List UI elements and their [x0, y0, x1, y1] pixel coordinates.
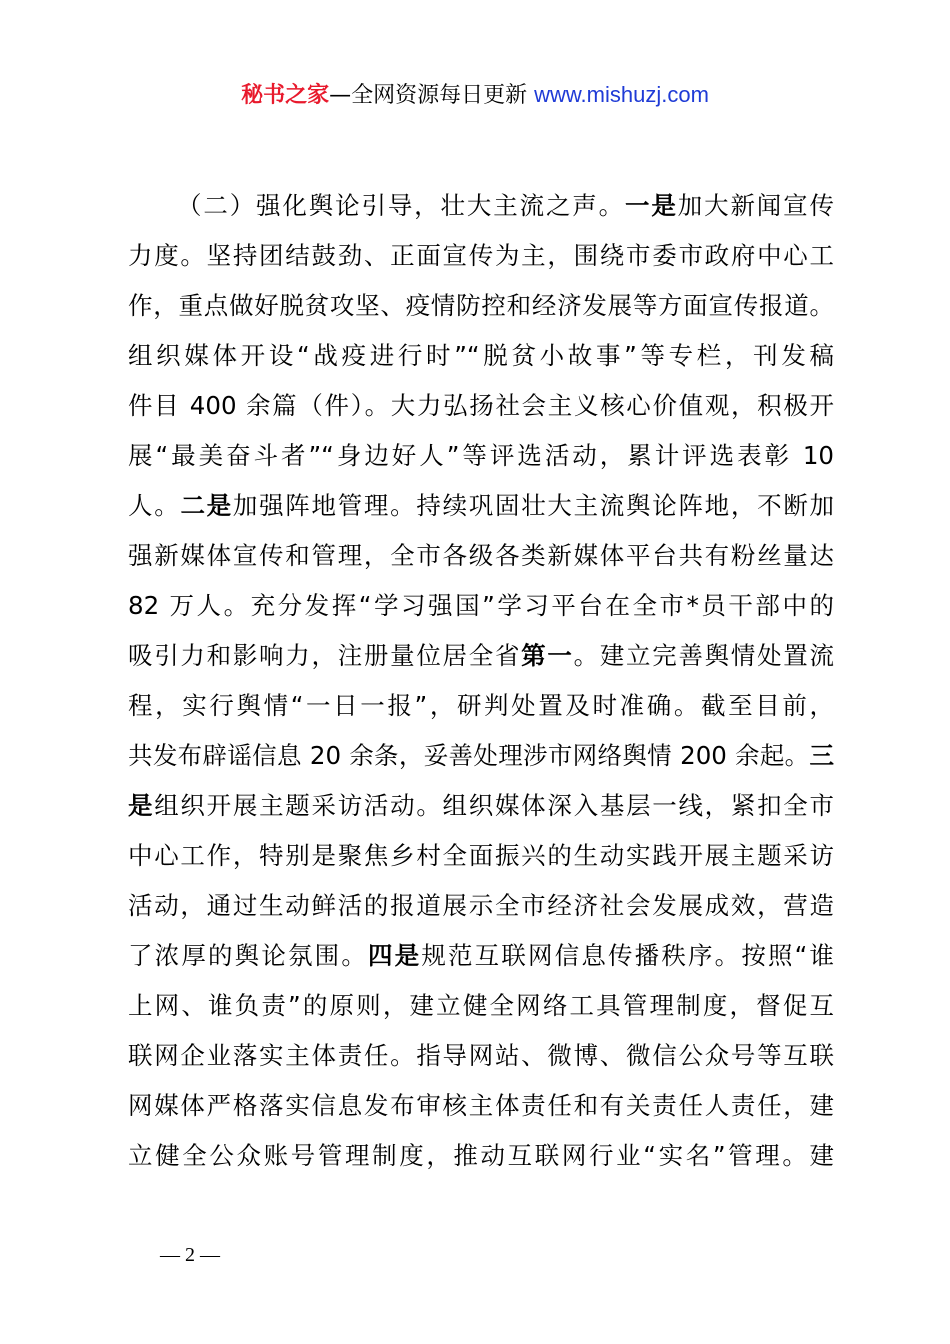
- text-line: [128, 931, 834, 981]
- text-segment: 立健全公众账号管理制度，推动互联网行业“实名”管理。建: [128, 1141, 834, 1170]
- text-segment: 规范互联网信息传播秩序。按照“谁: [421, 941, 835, 970]
- text-segment: 共发布辟谣信息 20 余条，妥善处理涉市网络舆情 200 余起。: [128, 741, 810, 770]
- text-segment: 件目 400 余篇（件）。大力弘扬社会主义核心价值观，积极开: [128, 391, 834, 420]
- text-line: [128, 731, 834, 781]
- text-segment: 。建立完善舆情处置流: [573, 641, 835, 670]
- text-line: [128, 831, 834, 881]
- text-segment: 82 万人。充分发挥“学习强国”学习平台在全市*员干部中的: [128, 591, 834, 620]
- text-segment: 网媒体严格落实信息发布审核主体责任和有关责任人责任，建: [128, 1091, 834, 1120]
- text-line: [128, 381, 834, 431]
- site-url-link[interactable]: www.mishuzj.com: [534, 82, 709, 107]
- text-segment: 活动，通过生动鲜活的报道展示全市经济社会发展成效，营造: [128, 891, 834, 920]
- text-line: [128, 681, 834, 731]
- header-tagline: —全网资源每日更新: [329, 83, 535, 108]
- text-line: [128, 331, 834, 381]
- text-segment: 人。: [128, 491, 181, 520]
- document-body: [128, 181, 834, 1181]
- bold-text-segment: 一是: [625, 191, 678, 220]
- bold-text-segment: 三: [809, 741, 834, 770]
- bold-text-segment: 是: [128, 791, 155, 820]
- text-segment: 加强阵地管理。持续巩固壮大主流舆论阵地，不断加: [232, 491, 835, 520]
- site-header: [0, 78, 950, 113]
- page-number: — 2 —: [160, 1244, 220, 1266]
- text-line: [128, 181, 834, 231]
- text-segment: 力度。坚持团结鼓劲、正面宣传为主，围绕市委市政府中心工: [128, 241, 834, 270]
- text-segment: 程，实行舆情“一日一报”，研判处置及时准确。截至目前，: [128, 691, 834, 720]
- text-line: [128, 1031, 834, 1081]
- text-line: [128, 631, 834, 681]
- text-line: [128, 881, 834, 931]
- text-segment: 展“最美奋斗者”“身边好人”等评选活动，累计评选表彰 10: [128, 441, 834, 470]
- bold-text-segment: 二是: [180, 491, 233, 520]
- text-segment: 组织媒体开设“战疫进行时”“脱贫小故事”等专栏，刊发稿: [128, 341, 834, 370]
- text-segment: 作，重点做好脱贫攻坚、疫情防控和经济发展等方面宣传报道。: [128, 291, 834, 320]
- text-segment: 组织开展主题采访活动。组织媒体深入基层一线，紧扣全市: [154, 791, 835, 820]
- text-segment: （二）强化舆论引导，壮大主流之声。: [177, 191, 626, 220]
- text-line: [128, 781, 834, 831]
- bold-text-segment: 第一: [521, 641, 574, 670]
- text-line: [128, 981, 834, 1031]
- text-line: [128, 481, 834, 531]
- brand-name: 秘书之家: [241, 83, 330, 108]
- text-line: [128, 531, 834, 581]
- text-segment: 中心工作，特别是聚焦乡村全面振兴的生动实践开展主题采访: [128, 841, 834, 870]
- text-line: [128, 231, 834, 281]
- text-segment: 联网企业落实主体责任。指导网站、微博、微信公众号等互联: [128, 1041, 834, 1070]
- text-segment: 上网、谁负责”的原则，建立健全网络工具管理制度，督促互: [128, 991, 834, 1020]
- text-line: [128, 1131, 834, 1181]
- text-line: [128, 431, 834, 481]
- text-line: [128, 281, 834, 331]
- text-line: [128, 1081, 834, 1131]
- text-line: [128, 581, 834, 631]
- text-segment: 吸引力和影响力，注册量位居全省: [128, 641, 522, 670]
- text-segment: 了浓厚的舆论氛围。: [128, 941, 368, 970]
- text-segment: 加大新闻宣传: [677, 191, 835, 220]
- bold-text-segment: 四是: [368, 941, 422, 970]
- text-segment: 强新媒体宣传和管理，全市各级各类新媒体平台共有粉丝量达: [128, 541, 834, 570]
